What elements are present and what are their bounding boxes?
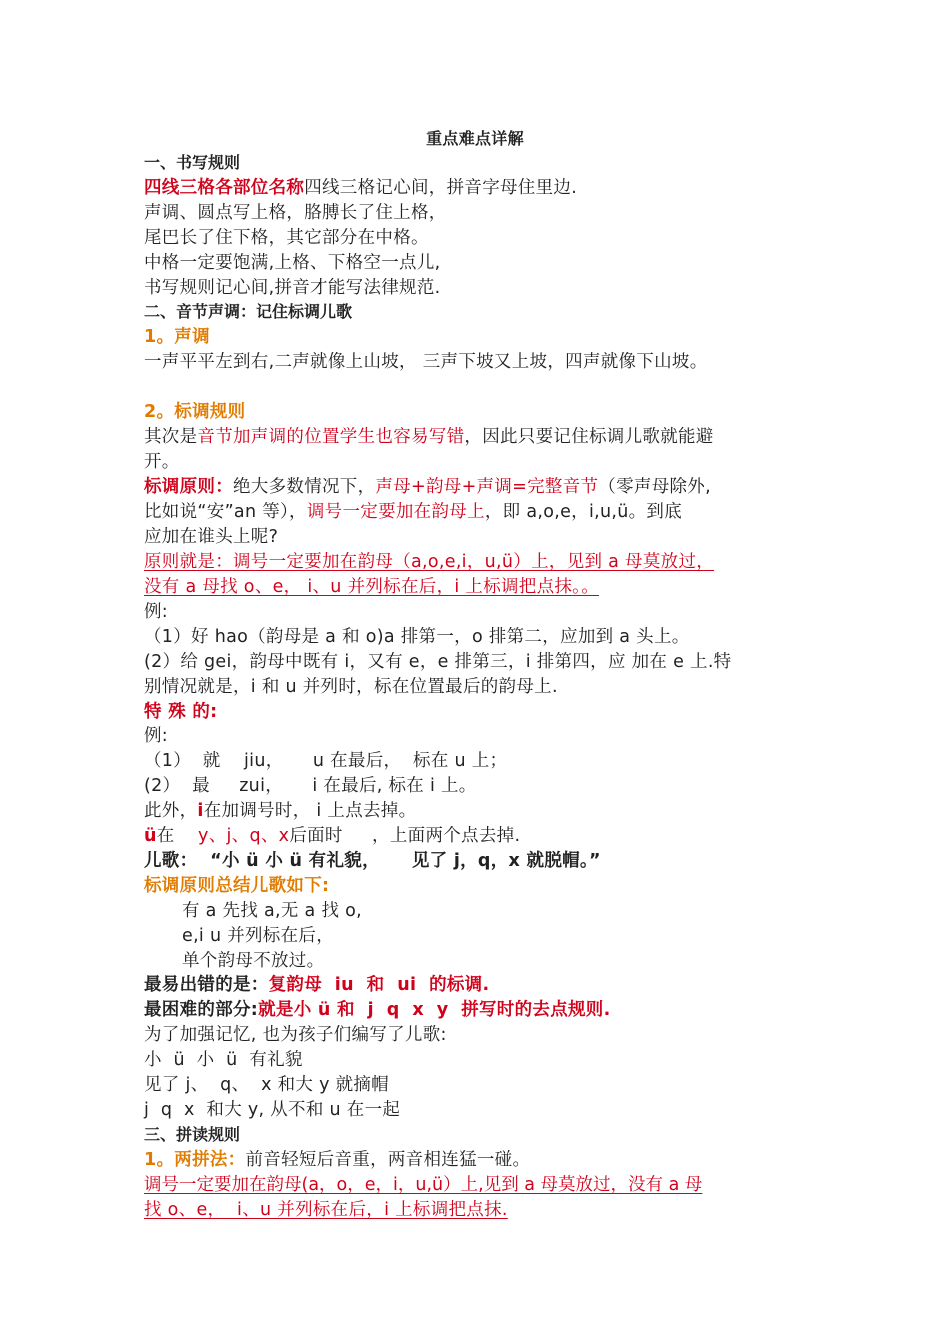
label: 最易出错的是： (144, 975, 269, 995)
rule-line: 找 o、e， i、u 并列标在后，i 上标调把点抹. (144, 1200, 508, 1220)
text: 绝大多数情况下， (233, 477, 376, 497)
paragraph: 一声平平左到右,二声就像上山坡， 三声下坡又上坡，四声就像下山坡。 (144, 352, 708, 372)
highlight-text: y、j、q、x (198, 826, 290, 846)
paragraph (144, 426, 714, 448)
rule-line: 调号一定要加在韵母(a，o，e，i，u,ü）上,见到 a 母莫放过，没有 a 母 (144, 1175, 703, 1195)
paragraph (144, 501, 682, 523)
principle-line: 没有 a 母找 o、e， i、u 并列标在后，i 上标调把点抹。。 (144, 577, 600, 597)
paragraph: 尾巴长了住下格，其它部分在中格。 (144, 228, 429, 248)
paragraph: 声调、圆点写上格，胳膊长了住上格， (144, 203, 447, 223)
paragraph (144, 999, 611, 1021)
page-title: 重点难点详解 (426, 129, 524, 148)
summary-line: 单个韵母不放过。 (182, 951, 325, 971)
example-label: 例: (144, 602, 168, 622)
paragraph (144, 800, 416, 822)
highlight-text: 音节加声调的位置学生也容易写错 (197, 427, 465, 447)
example-line: (2）给 gei，韵母中既有 i，又有 e，e 排第三，i 排第四，应 加在 e 上.特 (144, 652, 732, 672)
rhyme-line: 小 ü 小 ü 有礼貌 (144, 1050, 303, 1070)
text: 在 (156, 826, 199, 846)
highlight-text: 调号一定要加在韵母上 (306, 502, 485, 522)
paragraph: 为了加强记忆, 也为孩子们编写了儿歌: (144, 1025, 447, 1045)
principle-line: 原则就是：调号一定要加在韵母（a,o,e,i，u,ü）上，见到 a 母莫放过， (144, 552, 715, 572)
special-label: 特 殊 的: (144, 702, 218, 722)
paragraph (144, 974, 489, 996)
highlight-text: 四线三格各部位名称 (144, 178, 305, 198)
paragraph: 中格一定要饱满,上格、下格空一点儿, (144, 253, 441, 273)
paragraph: 开。 (144, 452, 180, 472)
paragraph: 书写规则记心间,拼音才能写法律规范. (144, 278, 441, 298)
paragraph (144, 825, 520, 847)
example-line: 别情况就是，i 和 u 并列时，标在位置最后的韵母上. (144, 677, 558, 697)
highlight-text: ü (144, 826, 157, 846)
text: 比如说“安”an 等）， (144, 502, 307, 522)
text: ，即 a,o,e，i,u,ü。到底 (484, 502, 683, 522)
song-line: 儿歌： “小 ü 小 ü 有礼貌， 见了 j，q，x 就脱帽。” (144, 851, 601, 871)
paragraph (144, 476, 711, 498)
summary-line: 有 a 先找 a,无 a 找 o, (182, 901, 362, 921)
label: 标调原则： (144, 477, 233, 497)
subheading-two-part: 1。两拼法： (144, 1150, 246, 1170)
highlight-text: 声母+韵母+声调=完整音节 (375, 477, 599, 497)
example-line: （1）好 hao（韵母是 a 和 o)a 排第一，o 排第二，应加到 a 头上。 (144, 627, 690, 647)
rhyme-line: j q x 和大 y, 从不和 u 在一起 (144, 1100, 401, 1120)
section-heading-writing: 一、书写规则 (144, 153, 241, 172)
special-example: (2） 最 zui， i 在最后, 标在 i 上。 (144, 776, 477, 796)
text: ，因此只要记住标调儿歌就能避 (464, 427, 714, 447)
label: 最困难的部分: (144, 1000, 259, 1020)
special-example: （1） 就 jiu， u 在最后， 标在 u 上； (144, 751, 508, 771)
subheading-tone: 1。声调 (144, 327, 210, 347)
paragraph (144, 177, 577, 199)
text: 在加调号时， i 上点去掉。 (203, 801, 417, 821)
paragraph: 应加在谁头上呢? (144, 527, 279, 547)
section-heading-reading: 三、拼读规则 (144, 1125, 241, 1144)
highlight-text: 就是小 ü 和 j q x y 拼写时的去点规则. (258, 1000, 611, 1020)
text: 后面时 ，上面两个点去掉. (289, 826, 521, 846)
section-heading-tones: 二、音节声调：记住标调儿歌 (144, 302, 353, 321)
text: （零声母除外, (598, 477, 711, 497)
text: 其次是 (144, 427, 198, 447)
summary-line: e,i u 并列标在后， (182, 926, 335, 946)
highlight-text: 复韵母 iu 和 ui 的标调. (268, 975, 490, 995)
summary-heading: 标调原则总结儿歌如下: (144, 876, 330, 896)
subheading-tone-rules: 2。标调规则 (144, 402, 246, 422)
text: 前音轻短后音重，两音相连猛一碰。 (245, 1150, 531, 1170)
example-label: 例: (144, 726, 168, 746)
highlight-text: i (197, 801, 204, 821)
text: 四线三格记心间，拼音字母住里边. (304, 178, 578, 198)
paragraph (144, 1149, 530, 1171)
text: 此外， (144, 801, 198, 821)
rhyme-line: 见了 j、 q、 x 和大 y 就摘帽 (144, 1075, 389, 1095)
